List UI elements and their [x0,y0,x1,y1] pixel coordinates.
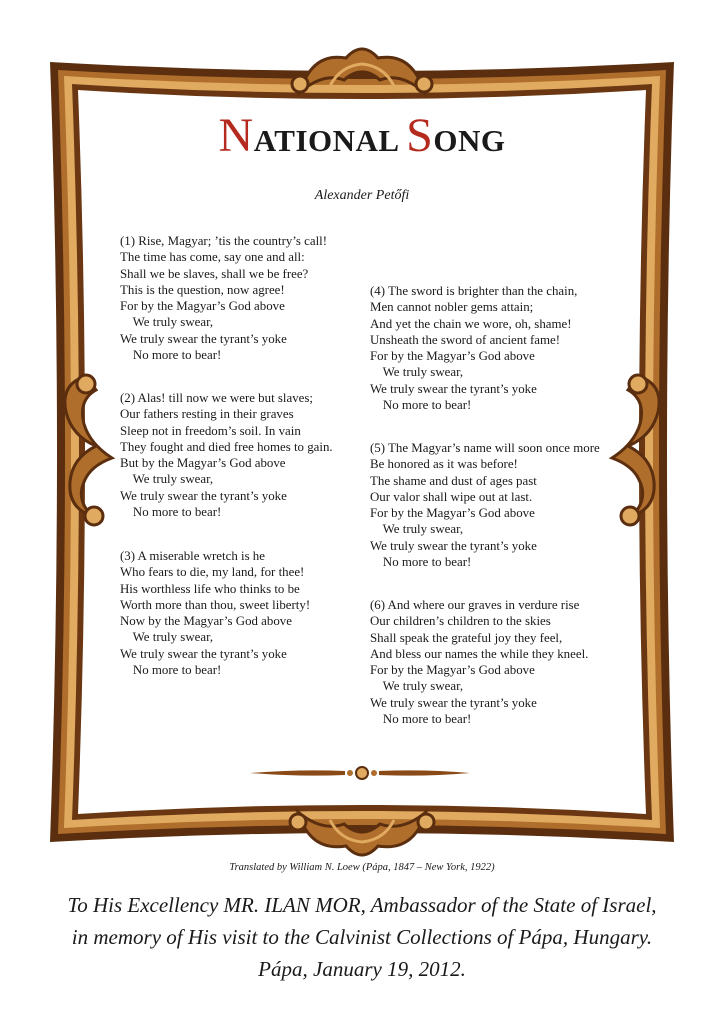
verse-line: Our fathers resting in their graves [120,407,294,422]
verse-line: We truly swear, [120,472,214,487]
verse-line: (3) A miserable wretch is he [120,549,265,563]
verse-line: For by the Magyar’s God above [370,349,535,364]
verse-line: Now by the Magyar’s God above [120,614,292,629]
verse-line: We truly swear, [120,630,214,645]
verse-line: The time has come, say one and all: [120,250,305,265]
verse-line: Unsheath the sword of ancient fame! [370,332,561,347]
verse-line: No more to bear! [370,555,472,570]
verse-line: Sleep not in freedom’s soil. In vain [120,423,301,438]
dedication-line-2: in memory of His visit to the Calvinist Collections of Pápa, Hungary. [71,925,653,949]
verse-line: We truly swear the tyrant’s yoke [370,538,537,553]
verse-line: Shall speak the grateful joy they feel, [370,630,563,645]
verse-line: Our children’s children to the skies [370,614,551,629]
verse-line: Our valor shall wipe out at last. [370,489,533,504]
dedication-line-3: Pápa, January 19, 2012. [258,957,466,981]
verse-line: We truly swear the tyrant’s yoke [120,646,287,661]
verse-line: We truly swear, [370,522,464,537]
dedication-line-1: To His Excellency MR. ILAN MOR, Ambassador of the State of Israel, [67,893,657,917]
verse-line: We truly swear, [370,679,464,694]
verse-line: No more to bear! [370,398,472,413]
verse-line: And bless our names the while they kneel. [370,646,589,661]
title-word-rest-1: ATIONAL [253,123,398,158]
verse-line: No more to bear! [370,712,472,727]
translator-credit: Translated by William N. Loew (Pápa, 1847 – New York, 1922) [229,862,495,873]
verse-5 [370,440,620,570]
verse-line: We truly swear the tyrant’s yoke [370,695,537,710]
verse-line: For by the Magyar’s God above [370,663,535,678]
verse-line: For by the Magyar’s God above [370,506,535,521]
verse-line: His worthless life who thinks to be [120,581,300,596]
verse-line: Be honored as it was before! [370,457,518,472]
verse-3 [120,548,370,678]
verse-line: The shame and dust of ages past [370,473,537,488]
verse-line: But by the Magyar’s God above [120,456,286,471]
verse-line: We truly swear the tyrant’s yoke [120,331,287,346]
verse-line: Men cannot nobler gems attain; [370,300,534,315]
verse-line: Who fears to die, my land, for thee! [120,565,305,580]
verse-line: They fought and died free homes to gain. [120,439,333,454]
verse-4 [370,283,620,413]
verse-line: We truly swear, [370,365,464,380]
verse-6 [370,597,620,727]
verse-line: (5) The Magyar’s name will soon once more [370,441,600,455]
verse-2 [120,390,370,520]
verse-line: (1) Rise, Magyar; ’tis the country’s call! [120,234,328,248]
verse-line: For by the Magyar’s God above [120,299,285,314]
verse-line: This is the question, now agree! [120,282,285,297]
verse-line: We truly swear the tyrant’s yoke [120,488,287,503]
verse-line: (4) The sword is brighter than the chain, [370,284,578,298]
author-name: Alexander Petőfi [314,188,410,203]
title-initial-n: N [218,109,254,162]
verse-line: Shall we be slaves, shall we be free? [120,266,309,281]
verse-line: We truly swear, [120,315,214,330]
verse-line: Worth more than thou, sweet liberty! [120,597,311,612]
verse-line: (2) Alas! till now we were but slaves; [120,391,313,405]
verse-line: No more to bear! [120,348,222,363]
verse-line: We truly swear the tyrant’s yoke [370,381,537,396]
verse-line: (6) And where our graves in verdure rise [370,598,580,612]
verse-1 [120,233,370,363]
verse-line: No more to bear! [120,663,222,678]
page-title [0,109,724,162]
title-word-rest-2: ONG [433,123,506,158]
verse-line: No more to bear! [120,505,222,520]
title-initial-s: S [406,109,434,162]
verse-line: And yet the chain we wore, oh, shame! [370,316,572,331]
